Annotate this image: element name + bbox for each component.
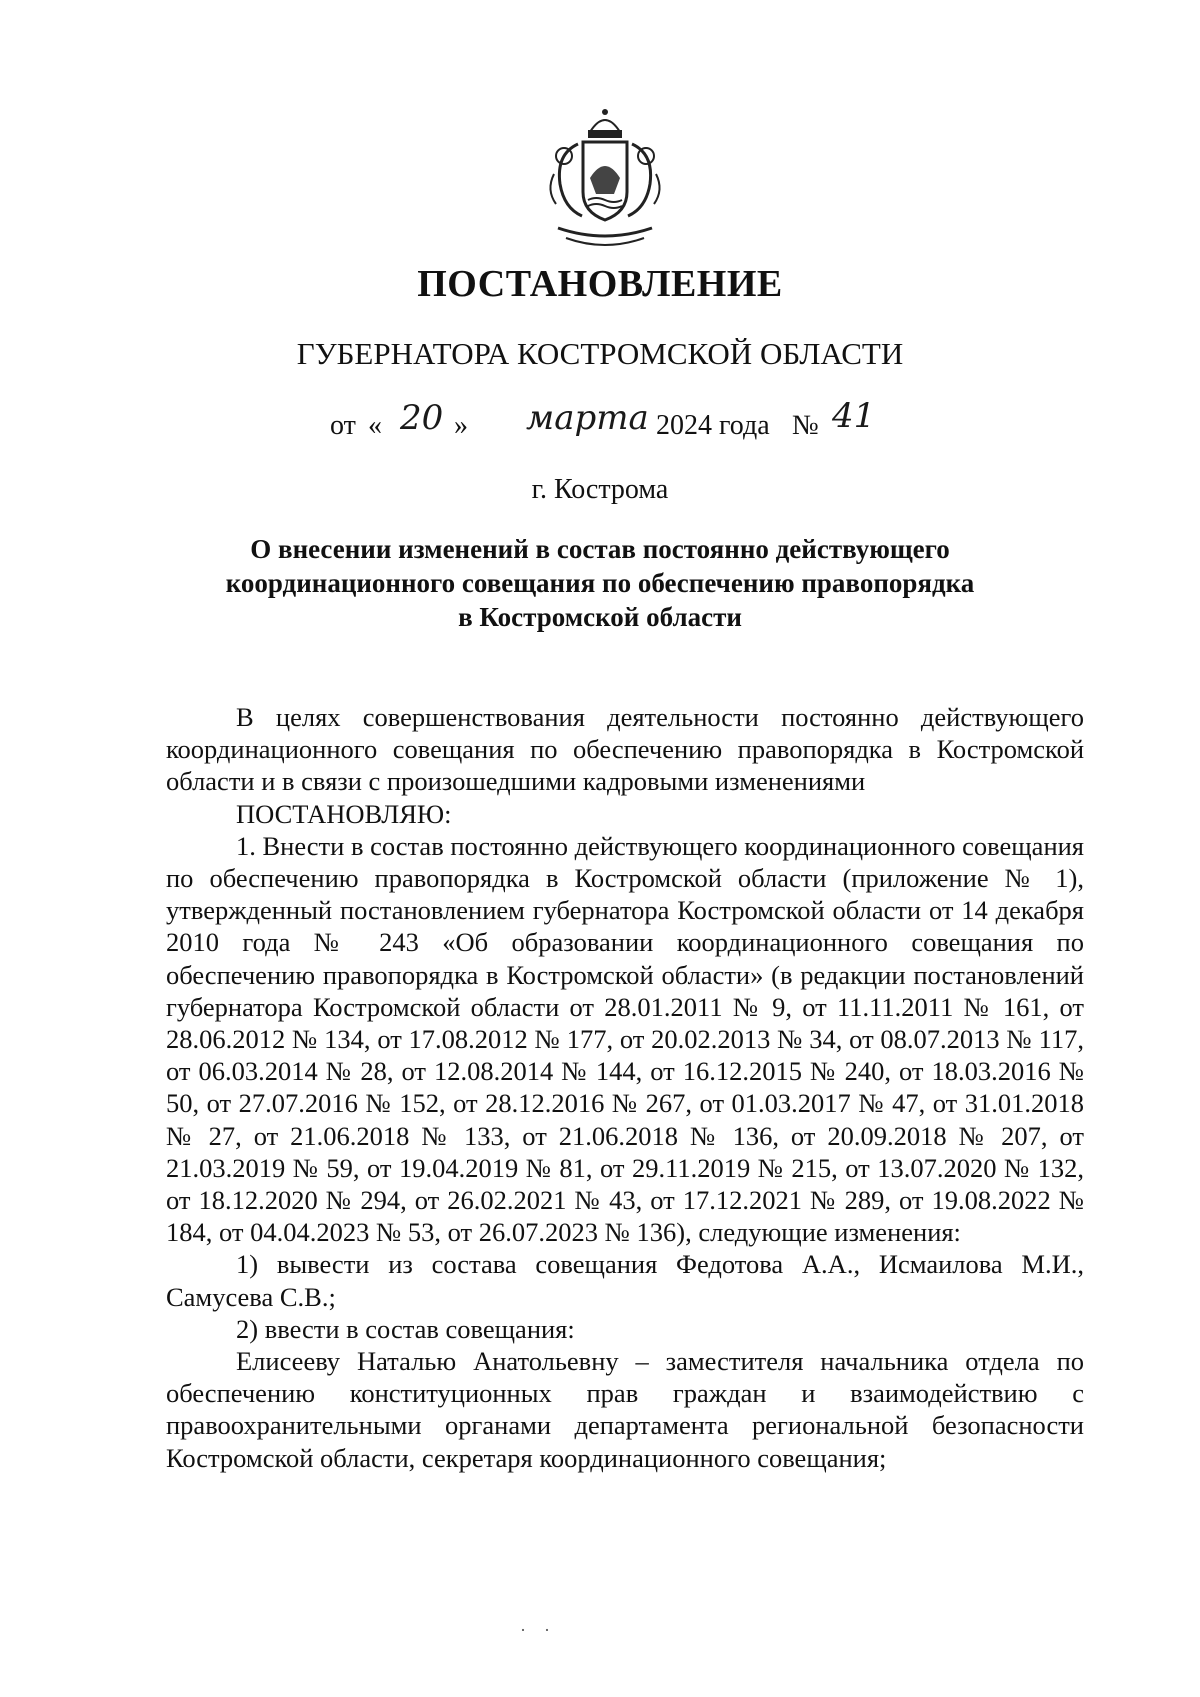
paragraph-item-1: 1. Внести в состав постоянно действующего координационного совещания по обеспечению правопорядка в Костромской области (приложение № 1), утвержденный постановлением губернатора Костромской области от 14 декабря 2010 года № 243 «Об образовании координационного совещания по обеспечению правопорядка в Костромской области» (в редакции постановлений губернатора Костромской области от 28.01.2011 № 9, от 11.11.2011 № 161, от 28.06.2012 № 134, от 17.08.2012 № 177, от 20.02.2013 № 34, от 08.07.2013 № 117, от 06.03.2014 № 28, от 12.08.2014 № 144, от 16.12.2015 № 240, от 18.03.2016 № 50, от 27.07.2016 № 152, от 28.12.2016 № 267, от 01.03.2017 № 47, от 31.01.2018 № 27, от 21.06.2018 № 133, от 21.06.2018 № 136, от 20.09.2018 № 207, от 21.03.2019 № 59, от 19.04.2019 № 81, от 29.11.2019 № 215, от 13.07.2020 № 132, от 18.12.2020 № 294, от 26.02.2021 № 43, от 17.12.2021 № 289, от 19.08.2022 № 184, от 04.04.2023 № 53, от 26.07.2023 № 136), следующие изменения: [166,830,1084,1248]
date-number: 41 [832,396,876,436]
date-quote-close: » [454,410,468,441]
subject-line-3: в Костромской области [458,602,742,632]
paragraph-subitem-2: 2) ввести в состав совещания: [236,1313,575,1344]
date-day: 20 [400,398,444,438]
subject-line-2: координационного совещания по обеспечению правопорядка [225,568,975,598]
paragraph-resolve: ПОСТАНОВЛЯЮ: [236,798,452,829]
paragraph-subitem-1: 1) вывести из состава совещания Федотова А.А., Исмаилова М.И., Самусева С.В.; [166,1249,1084,1312]
paragraph-new-member: Елисееву Наталью Анатольевну – заместителя начальника отдела по обеспечению конституционных прав граждан и взаимодействию с правоохранительными органами департамента региональной безопасности Костромской области, секретаря координационного совещания; [166,1346,1084,1473]
date-month: марта [526,398,649,438]
date-quote-open: « [368,410,382,441]
issuer: ГУБЕРНАТОРА КОСТРОМСКОЙ ОБЛАСТИ [296,336,904,371]
document-type: ПОСТАНОВЛЕНИЕ [417,263,783,305]
subject-line-1: О внесении изменений в состав постоянно действующего [250,534,950,564]
document-body [166,701,1084,1474]
date-number-sign: № [792,410,819,441]
scan-dots: · · [520,1620,550,1640]
coat-of-arms-icon [538,104,672,254]
date-prefix: от [330,410,356,441]
date-year: 2024 года [656,410,770,441]
date-line [330,396,950,452]
paragraph-preamble: В целях совершенствования деятельности постоянно действующего координационного совещания по обеспечению правопорядка в Костромской области и в связи с произошедшими кадровыми изменениями [166,702,1084,797]
city: г. Кострома [531,474,669,505]
document-subject [150,532,1050,634]
